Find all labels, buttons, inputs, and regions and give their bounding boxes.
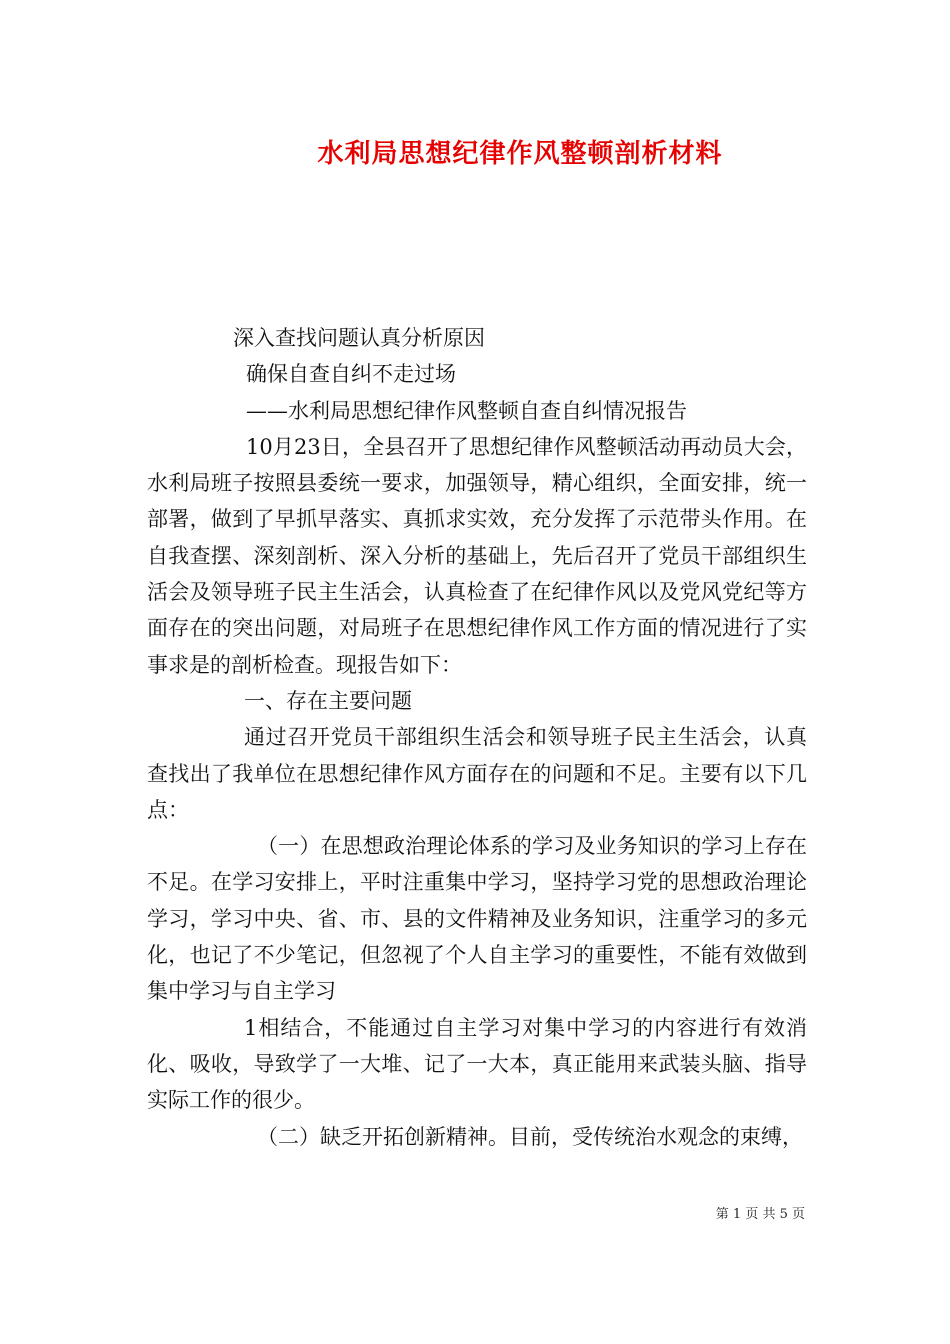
heading-line-1: 深入查找问题认真分析原因: [233, 326, 485, 350]
heading-line-3: ——水利局思想纪律作风整顿自查自纠情况报告: [246, 398, 687, 423]
document-title: [0, 133, 950, 170]
page-number-label: 第 1 页 共 5 页: [715, 1207, 805, 1222]
paragraph-problem-1-cont: 1相结合，不能通过自主学习对集中学习的内容进行有效消化、吸收，导致学了一大堆、记了一大本，真正能用来武装头脑、指导实际工作的很少。: [147, 1015, 807, 1113]
paragraph-problems-summary: 通过召开党员干部组织生活会和领导班子民主生活会，认真查找出了我单位在思想纪律作风方面存在的问题和不足。主要有以下几点：: [147, 725, 807, 822]
document-title-text: 水利局思想纪律作风整顿剖析材料: [317, 139, 723, 169]
document-body: [147, 320, 807, 1155]
paragraph-problem-1: （一）在思想政治理论体系的学习及业务知识的学习上存在不足。在学习安排上，平时注重集中学习，坚持学习党的思想政治理论学习，学习中央、省、市、县的文件精神及业务知识，注重学习的多元化，也记了不少笔记，但忽视了个人自主学习的重要性，不能有效做到集中学习与自主学习: [147, 834, 807, 1004]
heading-line-2: 确保自查自纠不走过场: [246, 362, 456, 387]
paragraph-problem-2: （二）缺乏开拓创新精神。目前，受传统治水观念的束缚，: [257, 1124, 803, 1149]
page-footer: [0, 1203, 805, 1222]
paragraph-intro: 10月23日，全县召开了思想纪律作风整顿活动再动员大会，水利局班子按照县委统一要求，加强领导，精心组织，全面安排，统一部署，做到了早抓早落实、真抓求实效，充分发挥了示范带头作用。在自我查摆、深刻剖析、深入分析的基础上，先后召开了党员干部组织生活会及领导班子民主生活会，认真检查了在纪律作风以及党风党纪等方面存在的突出问题，对局班子在思想纪律作风工作方面的情况进行了实事求是的剖析检查。现报告如下：: [147, 434, 807, 677]
section-heading-problems: 一、存在主要问题: [244, 688, 412, 713]
